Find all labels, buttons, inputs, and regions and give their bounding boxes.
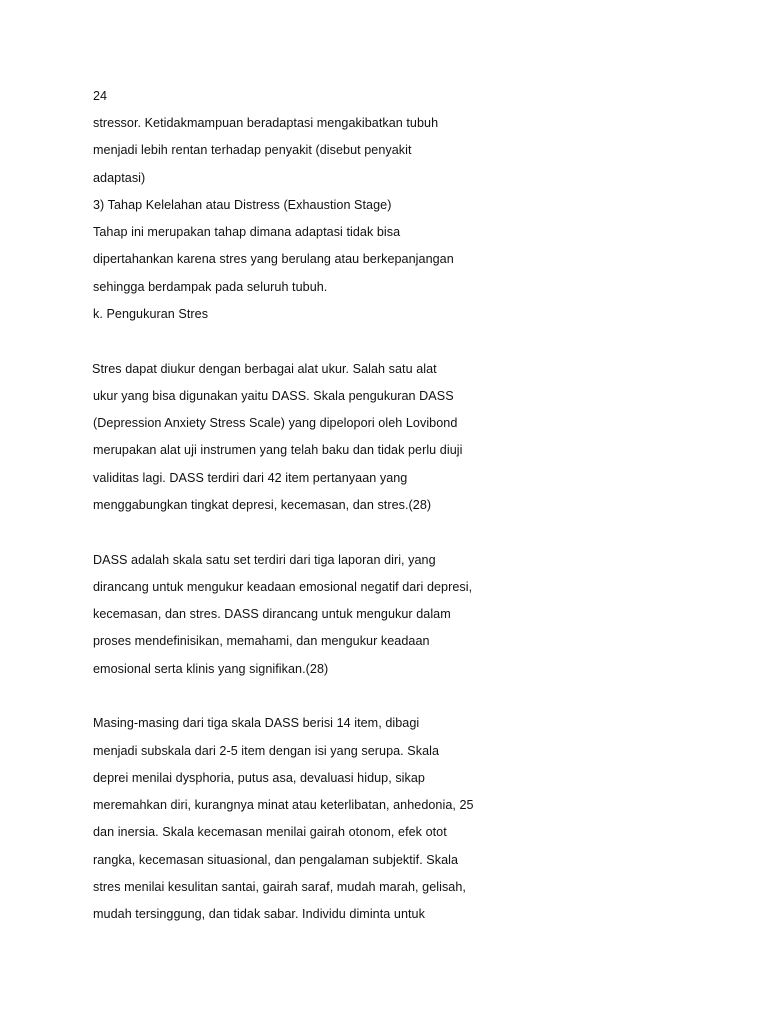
text-line: stres menilai kesulitan santai, gairah saraf, mudah marah, gelisah, [93,880,466,894]
text-line: menjadi subskala dari 2-5 item dengan isi yang serupa. Skala [93,744,440,758]
text-line: DASS adalah skala satu set terdiri dari tiga laporan diri, yang [93,553,436,567]
text-line: validitas lagi. DASS terdiri dari 42 item pertanyaan yang [93,471,408,485]
text-line: proses mendefinisikan, memahami, dan mengukur keadaan [93,634,430,648]
section-heading: k. Pengukuran Stres [93,307,209,321]
text-line: adaptasi) [93,171,146,185]
text-line: ukur yang bisa digunakan yaitu DASS. Skala pengukuran DASS [93,389,454,403]
text-line: menjadi lebih rentan terhadap penyakit (disebut penyakit [93,143,412,157]
text-line: sehingga berdampak pada seluruh tubuh. [93,280,328,294]
text-line: deprei menilai dysphoria, putus asa, devaluasi hidup, sikap [93,771,425,785]
text-line: dirancang untuk mengukur keadaan emosional negatif dari depresi, [93,580,473,594]
section-heading: 3) Tahap Kelelahan atau Distress (Exhaustion Stage) [93,198,392,212]
text-line: kecemasan, dan stres. DASS dirancang untuk mengukur dalam [93,607,451,621]
text-line: rangka, kecemasan situasional, dan pengalaman subjektif. Skala [93,853,459,867]
text-line: Masing-masing dari tiga skala DASS berisi 14 item, dibagi [93,716,420,730]
text-line: mudah tersinggung, dan tidak sabar. Individu diminta untuk [93,907,425,921]
text-line: Tahap ini merupakan tahap dimana adaptasi tidak bisa [93,225,401,239]
text-line: emosional serta klinis yang signifikan.(28) [93,662,329,676]
text-line: stressor. Ketidakmampuan beradaptasi mengakibatkan tubuh [93,116,439,130]
text-line: menggabungkan tingkat depresi, kecemasan, dan stres.(28) [93,498,432,512]
text-line: dan inersia. Skala kecemasan menilai gairah otonom, efek otot [93,825,447,839]
text-line: merupakan alat uji instrumen yang telah baku dan tidak perlu diuji [93,443,463,457]
text-line: meremahkan diri, kurangnya minat atau keterlibatan, anhedonia, 25 [93,798,474,812]
page-number: 24 [93,89,108,103]
text-line: Stres dapat diukur dengan berbagai alat ukur. Salah satu alat [92,362,437,376]
text-line: dipertahankan karena stres yang berulang atau berkepanjangan [93,252,454,266]
text-line: (Depression Anxiety Stress Scale) yang dipelopori oleh Lovibond [93,416,458,430]
